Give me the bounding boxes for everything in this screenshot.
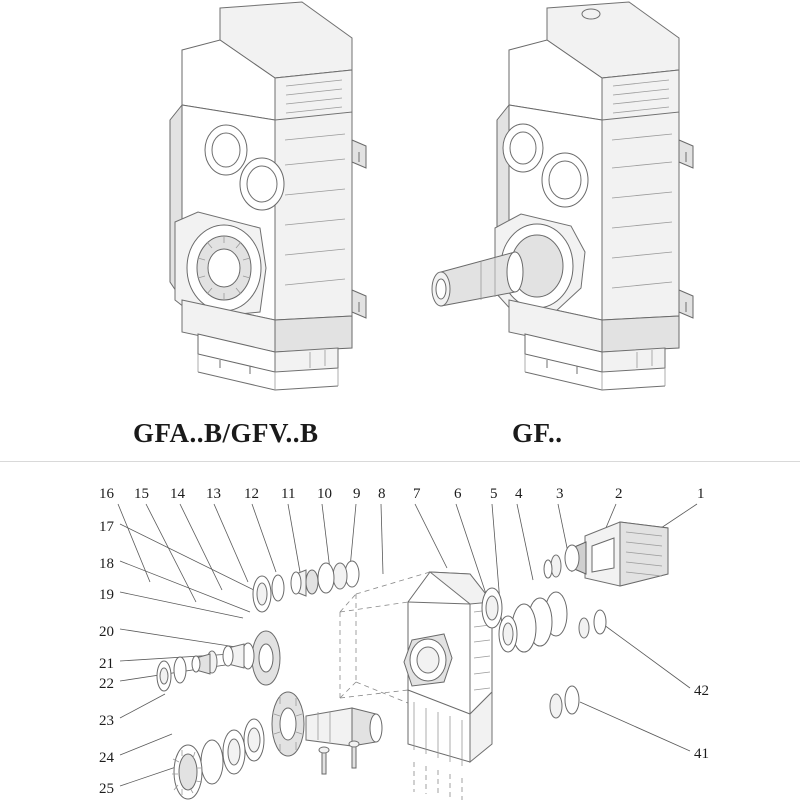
part-label-11: 11	[281, 486, 296, 502]
part-label-1: 1	[697, 486, 705, 502]
part-label-2: 2	[615, 486, 623, 502]
part-label-7: 7	[413, 486, 421, 502]
part-label-6: 6	[454, 486, 462, 502]
part-label-8: 8	[378, 486, 386, 502]
part-label-13: 13	[206, 486, 221, 502]
part-label-5: 5	[490, 486, 498, 502]
part-label-17: 17	[99, 519, 114, 535]
gear-unit-gf-drawing	[395, 0, 725, 405]
part-label-10: 10	[317, 486, 332, 502]
part-label-25: 25	[99, 781, 114, 797]
part-label-24: 24	[99, 750, 114, 766]
part-label-22: 22	[99, 676, 114, 692]
part-label-16: 16	[99, 486, 114, 502]
part-label-20: 20	[99, 624, 114, 640]
part-label-21: 21	[99, 656, 114, 672]
part-label-23: 23	[99, 713, 114, 729]
part-label-18: 18	[99, 556, 114, 572]
caption-gf: GF..	[512, 418, 563, 448]
gear-unit-gfa-gfv-drawing	[70, 0, 400, 405]
part-label-12: 12	[244, 486, 259, 502]
part-label-4: 4	[515, 486, 523, 502]
part-label-19: 19	[99, 587, 114, 603]
part-label-42: 42	[694, 683, 709, 699]
exploded-parts-svg	[0, 462, 800, 800]
caption-gfa-gfv: GFA..B/GFV..B	[133, 418, 319, 448]
part-label-9: 9	[353, 486, 361, 502]
part-label-14: 14	[170, 486, 185, 502]
part-label-15: 15	[134, 486, 149, 502]
part-label-41: 41	[694, 746, 709, 762]
exploded-parts-section	[0, 462, 800, 800]
part-label-3: 3	[556, 486, 564, 502]
